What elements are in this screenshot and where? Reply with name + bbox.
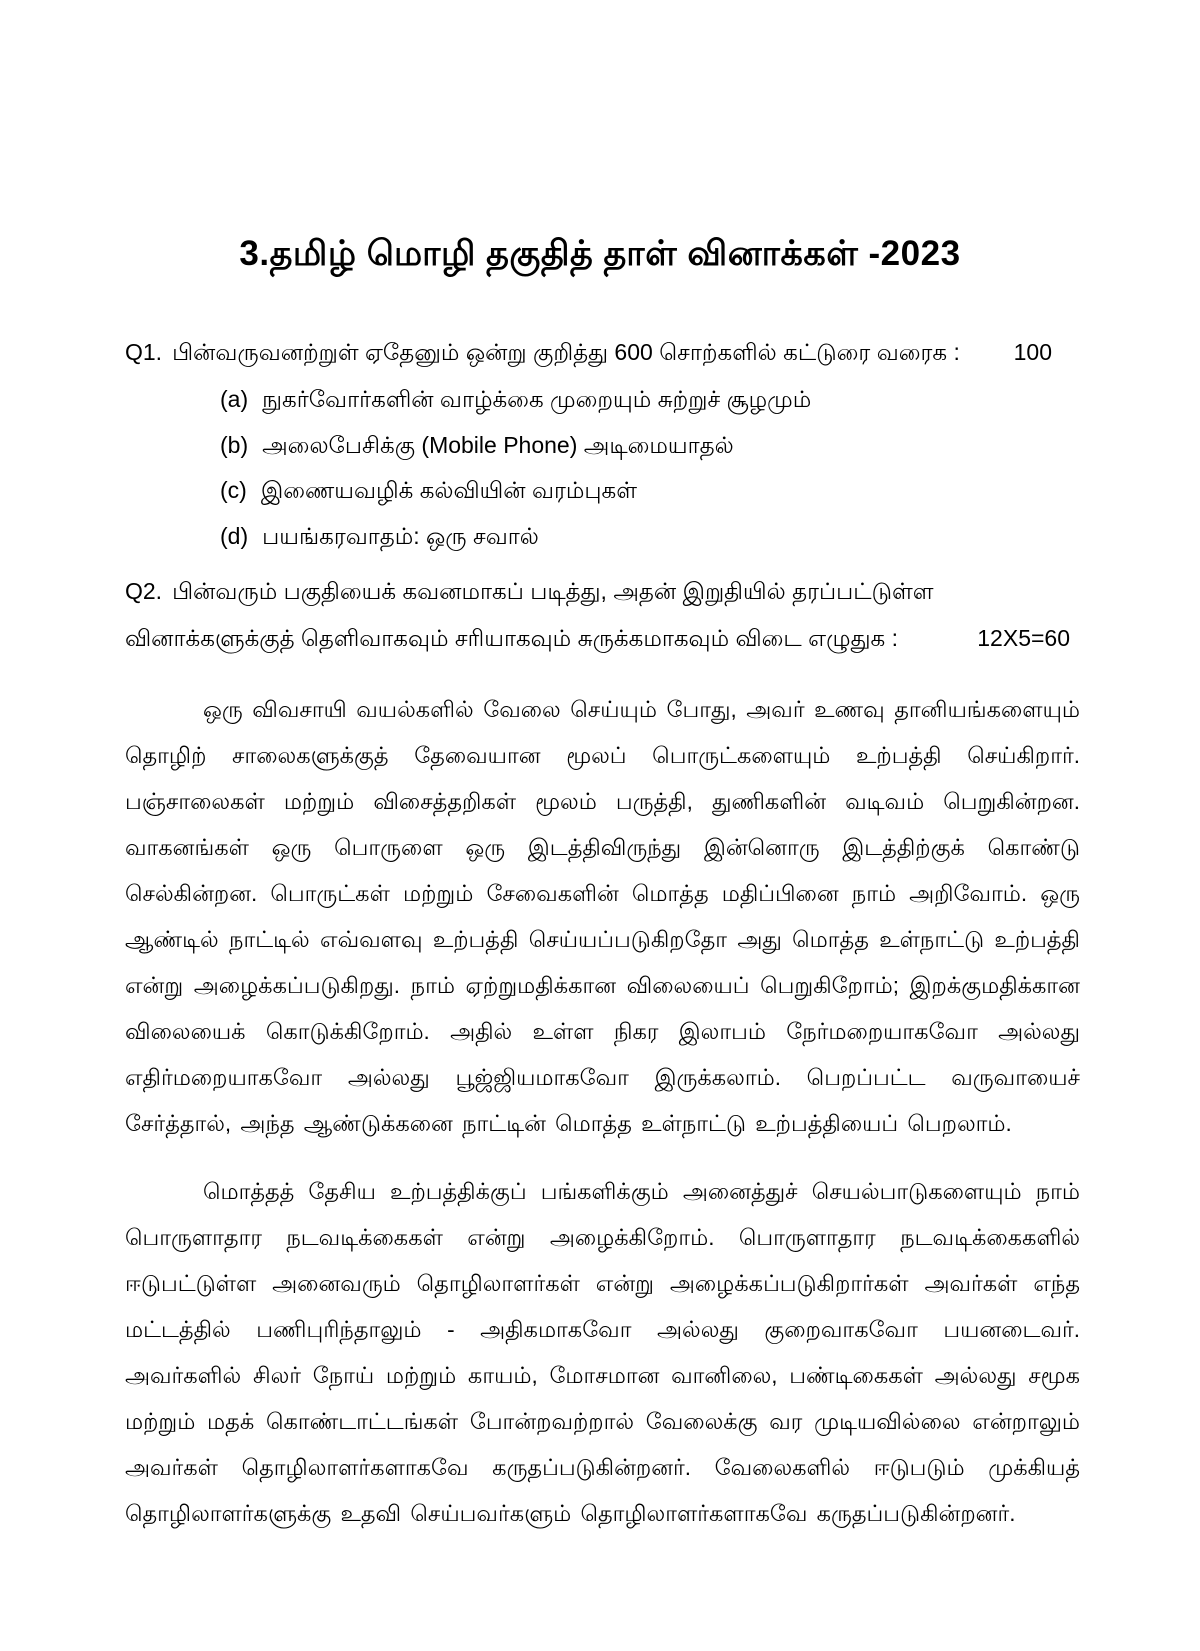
question-2 — [125, 569, 1080, 661]
option-c-label: (c) — [220, 477, 247, 503]
question-2-line2 — [125, 616, 1080, 661]
option-b-label: (b) — [220, 431, 249, 458]
question-2-instruction: வினாக்களுக்குத் தெளிவாகவும் சரியாகவும் சுருக்கமாகவும் விடை எழுதுக : — [125, 625, 899, 651]
option-c — [220, 468, 1080, 514]
page-title: 3.தமிழ் மொழி தகுதித் தாள் வினாக்கள் -2023 — [239, 234, 961, 273]
question-2-label: Q2. — [125, 578, 163, 604]
reading-passage — [125, 687, 1080, 1537]
option-d-text: பயங்கரவாதம்: ஒரு சவால் — [262, 522, 539, 549]
question-2-text: பின்வரும் பகுதியைக் கவனமாகப் படித்து, அதன் இறுதியில் தரப்பட்டுள்ள — [172, 578, 934, 604]
question-1-marks: 100 — [1013, 339, 1052, 365]
option-a — [220, 377, 1080, 423]
question-1 — [125, 330, 1080, 375]
passage-paragraph-1: ஒரு விவசாயி வயல்களில் வேலை செய்யும் போது, அவர் உணவு தானியங்களையும் தொழிற் சாலைகளுக்குத் தேவையான மூலப் பொருட்களையும் உற்பத்தி செய்கிறார். பஞ்சாலைகள் மற்றும் விசைத்தறிகள் மூலம் பருத்தி, துணிகளின் வடிவம் பெறுகின்றன. வாகனங்கள் ஒரு பொருளை ஒரு இடத்திவிருந்து இன்னொரு இடத்திற்குக் கொண்டு செல்கின்றன. பொருட்கள் மற்றும் சேவைகளின் மொத்த மதிப்பினை நாம் அறிவோம். ஒரு ஆண்டில் நாட்டில் எவ்வளவு உற்பத்தி செய்யப்படுகிறதோ அது மொத்த உள்நாட்டு உற்பத்தி என்று அழைக்கப்படுகிறது. நாம் ஏற்றுமதிக்கான விலையைப் பெறுகிறோம்; இறக்குமதிக்கான விலையைக் கொடுக்கிறோம். அதில் உள்ள நிகர இலாபம் நேர்மறையாகவோ அல்லது எதிர்மறையாகவோ அல்லது பூஜ்ஜியமாகவோ இருக்கலாம். பெறப்பட்ட வருவாயைச் சேர்த்தால், அந்த ஆண்டுக்கனை நாட்டின் மொத்த உள்நாட்டு உற்பத்தியைப் பெறலாம். — [125, 697, 1080, 1136]
option-a-label: (a) — [220, 386, 249, 412]
question-1-label: Q1. — [125, 339, 163, 365]
question-2-marks: 12X5=60 — [977, 625, 1070, 651]
question-1-options — [125, 377, 1080, 559]
option-b-text: அலைபேசிக்கு (Mobile Phone) அடிமையாதல் — [262, 431, 734, 458]
question-2-line1 — [125, 569, 1080, 614]
option-b — [220, 423, 1080, 469]
passage-paragraph-2: மொத்தத் தேசிய உற்பத்திக்குப் பங்களிக்கும் அனைத்துச் செயல்பாடுகளையும் நாம் பொருளாதார நடவடிக்கைகள் என்று அழைக்கிறோம். பொருளாதார நடவடிக்கைகளில் ஈடுபட்டுள்ள அனைவரும் தொழிலாளர்கள் என்று அழைக்கப்படுகிறார்கள் அவர்கள் எந்த மட்டத்தில் பணிபுரிந்தாலும் - அதிகமாகவோ அல்லது குறைவாகவோ பயனடைவர். அவர்களில் சிலர் நோய் மற்றும் காயம், மோசமான வானிலை, பண்டிகைகள் அல்லது சமூக மற்றும் மதக் கொண்டாட்டங்கள் போன்றவற்றால் வேலைக்கு வர முடியவில்லை என்றாலும் அவர்கள் தொழிலாளர்களாகவே கருதப்படுகின்றனர். வேலைகளில் ஈடுபடும் முக்கியத் தொழிலாளர்களுக்கு உதவி செய்பவர்களும் தொழிலாளர்களாகவே கருதப்படுகின்றனர். — [125, 1179, 1080, 1526]
page-content — [125, 330, 1080, 1537]
question-1-text: பின்வருவனற்றுள் ஏதேனும் ஒன்று குறித்து 600 சொற்களில் கட்டுரை வரைக : — [172, 339, 960, 365]
option-a-text: நுகர்வோர்களின் வாழ்க்கை முறையும் சுற்றுச் சூழமும் — [262, 386, 812, 412]
option-d-label: (d) — [220, 522, 249, 549]
option-d — [220, 514, 1080, 560]
option-c-text: இணையவழிக் கல்வியின் வரம்புகள் — [260, 477, 637, 503]
